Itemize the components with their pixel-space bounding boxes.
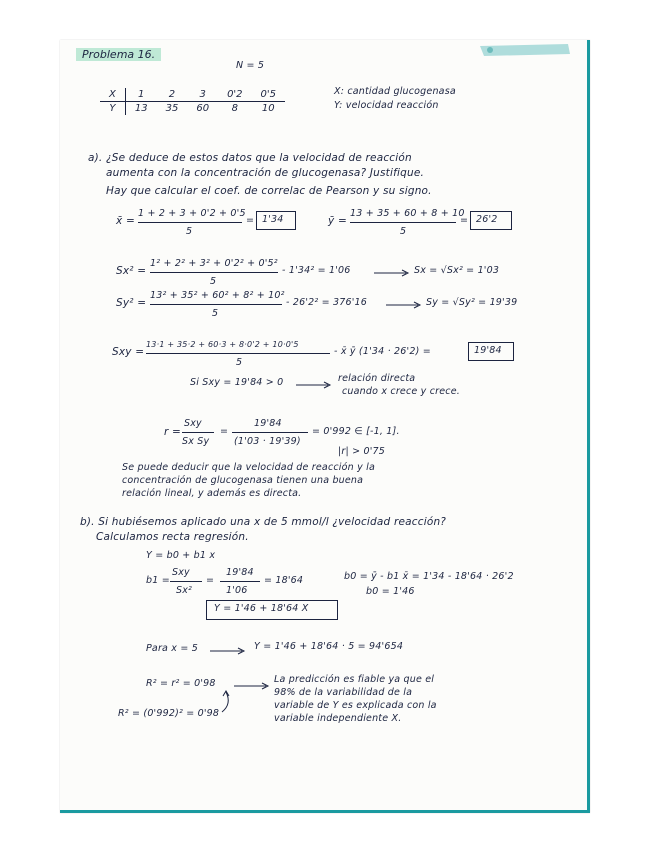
r-denominator: Sx Sy <box>182 436 210 447</box>
sign-conclusion-line1: relación directa <box>338 373 416 384</box>
sx2-numerator: 1² + 2² + 3² + 0'2² + 0'5² <box>150 258 278 269</box>
curved-arrow-icon <box>220 690 234 714</box>
b1-numerator-value: 19'84 <box>226 567 254 578</box>
table-x-value: 1 <box>125 88 156 102</box>
r-numerator-value: 19'84 <box>254 418 282 429</box>
ybar-fraction-bar <box>350 222 456 223</box>
sx2-denominator: 5 <box>210 276 217 287</box>
table-x-value: 3 <box>187 88 218 102</box>
r-squared-calc: R² = (0'992)² = 0'98 <box>118 708 220 719</box>
table-y-value: 13 <box>134 103 148 114</box>
arrow-icon <box>296 381 332 389</box>
notebook-page <box>60 40 590 813</box>
sx-result: Sx = √Sx² = 1'03 <box>414 265 500 276</box>
part-b-question-line1: b). Si hubiésemos aplicado una x de 5 mmol/l ¿velocidad reacción? <box>80 516 447 528</box>
part-b-question-line2: Calculamos recta regresión. <box>96 531 249 543</box>
r-equals: = <box>220 426 229 437</box>
sy2-fraction-bar <box>150 304 282 305</box>
ybar-equals: = <box>460 215 469 226</box>
xbar-numerator: 1 + 2 + 3 + 0'2 + 0'5 <box>138 208 246 219</box>
r-fraction-bar <box>182 432 214 433</box>
problem-title: Problema 16. <box>76 48 161 61</box>
table-y-value: 10 <box>261 103 275 114</box>
sx2-lhs: Sx² = <box>116 265 147 277</box>
sy2-lhs: Sy² = <box>116 297 147 309</box>
b0-result: b0 = 1'46 <box>366 586 415 597</box>
b1-denominator-value: 1'06 <box>226 585 248 596</box>
regression-line: Y = 1'46 + 18'64 X <box>214 603 309 614</box>
reliability-note-line2: 98% de la variabilidad de la <box>274 687 413 698</box>
b1-fraction-bar <box>170 581 202 582</box>
legend-y: Y: velocidad reacción <box>334 100 439 111</box>
sx2-result: - 1'34² = 1'06 <box>282 265 351 276</box>
r-lhs: r = <box>164 426 182 438</box>
b1-equals: = <box>206 575 215 586</box>
sign-conclusion-line2: cuando x crece y crece. <box>342 386 460 397</box>
b1-value-fraction-bar <box>220 581 260 582</box>
r-denominator-value: (1'03 · 19'39) <box>234 436 301 447</box>
sy2-result: - 26'2² = 376'16 <box>286 297 368 308</box>
prediction-result: Y = 1'46 + 18'64 · 5 = 94'654 <box>254 641 404 652</box>
r-result: = 0'992 ∈ [-1, 1]. <box>312 426 400 437</box>
ybar-denominator: 5 <box>400 226 407 237</box>
conclusion-line1: Se puede deducir que la velocidad de reacción y la <box>122 462 375 473</box>
r-squared: R² = r² = 0'98 <box>146 678 216 689</box>
table-y-value: 60 <box>196 103 210 114</box>
sxy-fraction-bar <box>146 353 330 354</box>
sxy-correction: - x̄ ȳ (1'34 · 26'2) = <box>334 346 431 357</box>
sample-size: N = 5 <box>236 60 265 71</box>
table-x-label: X <box>100 88 125 102</box>
table-y-value: 35 <box>165 103 179 114</box>
xbar-fraction-bar <box>138 222 242 223</box>
b1-lhs: b1 = <box>146 575 170 586</box>
ybar-lhs: ȳ = <box>328 215 347 227</box>
b0-equation: b0 = ȳ - b1 x̄ = 1'34 - 18'64 · 26'2 <box>344 571 514 582</box>
conclusion-line2: concentración de glucogenasa tienen una buena <box>122 475 364 486</box>
tape-decoration <box>474 42 574 58</box>
b1-denominator: Sx² <box>176 585 193 596</box>
sx2-fraction-bar <box>150 272 278 273</box>
conclusion-line3: relación lineal, y además es directa. <box>122 488 302 499</box>
table-y-label: Y <box>100 102 125 116</box>
sy2-denominator: 5 <box>212 308 219 319</box>
part-a-question-line1: a). ¿Se deduce de estos datos que la velocidad de reacción <box>88 152 412 164</box>
xbar-denominator: 5 <box>186 226 193 237</box>
table-x-value: 0'5 <box>252 88 285 102</box>
b1-result: = 18'64 <box>264 575 304 586</box>
r-abs: |r| > 0'75 <box>338 446 386 457</box>
sxy-lhs: Sxy = <box>112 346 145 358</box>
regression-model: Y = b0 + b1 x <box>146 550 216 561</box>
arrow-icon <box>386 301 422 309</box>
ybar-result: 26'2 <box>476 214 498 225</box>
sy2-numerator: 13² + 35² + 60² + 8² + 10² <box>150 290 285 301</box>
sxy-numerator: 13·1 + 35·2 + 60·3 + 8·0'2 + 10·0'5 <box>146 340 299 349</box>
part-a-intro: Hay que calcular el coef. de correlac de Pearson y su signo. <box>106 185 432 197</box>
xbar-result: 1'34 <box>262 214 284 225</box>
xbar-equals: = <box>246 215 255 226</box>
reliability-note-line1: La predicción es fiable ya que el <box>274 674 435 685</box>
arrow-icon <box>374 269 410 277</box>
reliability-note-line3: variable de Y es explicada con la <box>274 700 437 711</box>
data-table <box>100 88 285 115</box>
r-numerator: Sxy <box>184 418 202 429</box>
sign-condition: Si Sxy = 19'84 > 0 <box>190 377 284 388</box>
table-x-value: 0'2 <box>218 88 251 102</box>
ybar-numerator: 13 + 35 + 60 + 8 + 10 <box>350 208 465 219</box>
sy-result: Sy = √Sy² = 19'39 <box>426 297 518 308</box>
table-x-value: 2 <box>157 88 188 102</box>
r-value-fraction-bar <box>232 432 308 433</box>
b1-numerator: Sxy <box>172 567 190 578</box>
sxy-denominator: 5 <box>236 357 243 368</box>
table-y-value: 8 <box>231 103 238 114</box>
sxy-result: 19'84 <box>474 345 502 356</box>
prediction-input: Para x = 5 <box>146 643 198 654</box>
part-a-question-line2: aumenta con la concentración de glucogenasa? Justifique. <box>106 167 425 179</box>
arrow-icon <box>210 647 246 655</box>
legend-x: X: cantidad glucogenasa <box>334 86 456 97</box>
arrow-icon <box>234 682 270 690</box>
xbar-lhs: x̄ = <box>116 215 135 227</box>
reliability-note-line4: variable independiente X. <box>274 713 402 724</box>
